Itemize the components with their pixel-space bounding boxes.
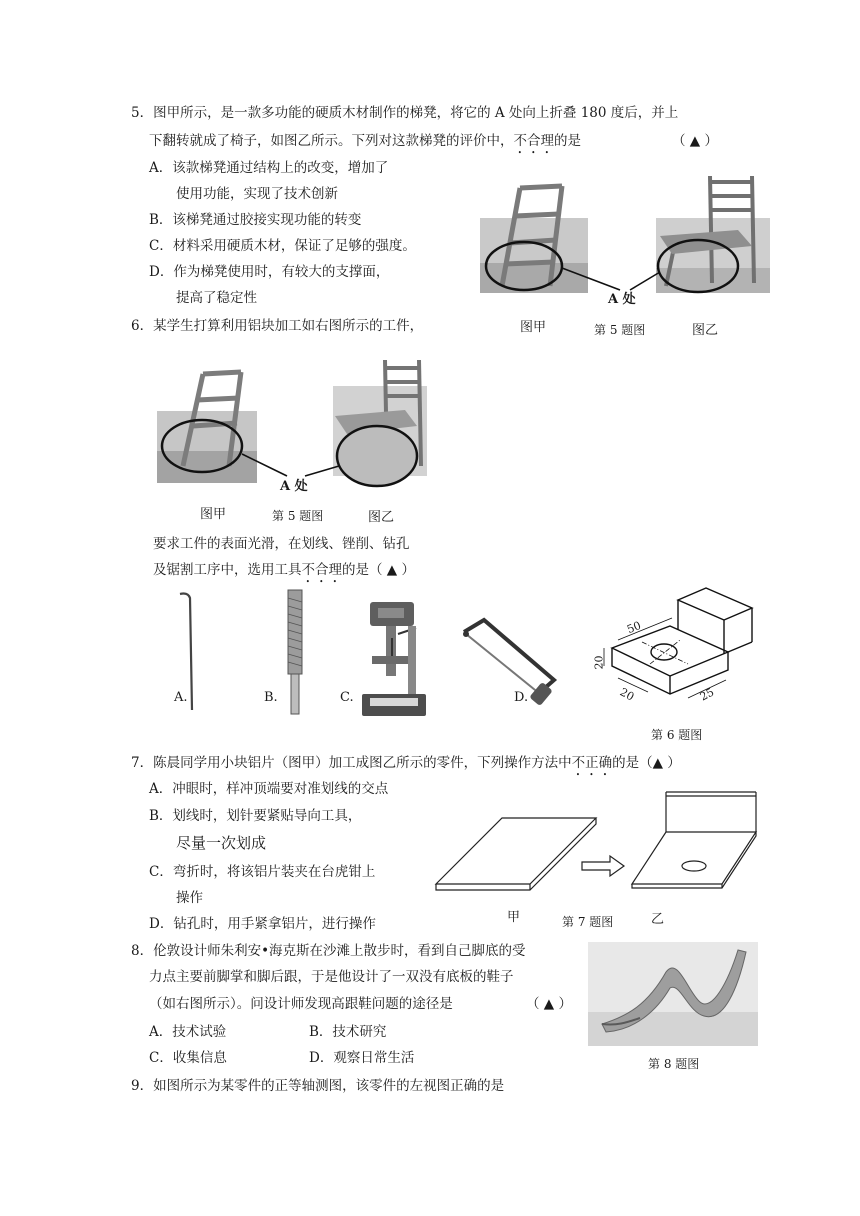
q7-figure-caption: 第 7 题图 xyxy=(562,915,614,929)
q8-figure-caption: 第 8 题图 xyxy=(648,1057,700,1071)
q6-dimension-50: 50 xyxy=(625,618,643,637)
q9-stem-line1: 9．如图所示为某零件的正等轴测图，该零件的左视图正确的是 xyxy=(131,1078,505,1094)
q5-option-c: C．材料采用硬质木材，保证了足够的强度。 xyxy=(149,238,416,254)
q7-option-c-line1: C．弯折时，将该铝片装夹在台虎钳上 xyxy=(149,864,376,880)
q6-emphasis: 不合理 xyxy=(301,562,342,578)
q6-figure-caption: 第 6 题图 xyxy=(651,728,703,742)
q7-stem-line1: 7．陈晨同学用小块铝片（图甲）加工成图乙所示的零件，下列操作方法中不正确的是（▲ ） xyxy=(131,755,681,771)
q6-dimension-20-vertical: 20 xyxy=(592,655,606,670)
q5-option-d-line1: D．作为梯凳使用时，有较大的支撑面， xyxy=(149,264,390,280)
q8-option-b: B．技术研究 xyxy=(309,1024,387,1040)
q7-emphasis: 不正确 xyxy=(571,755,613,771)
q6-dimension-25: 25 xyxy=(697,685,717,704)
hacksaw-svg xyxy=(454,614,566,706)
q7-figure xyxy=(430,788,770,900)
q6-stem-line3: 及锯割工序中，选用工具不合理的是（ ▲ ） xyxy=(153,562,415,578)
q8-option-c: C．收集信息 xyxy=(149,1050,227,1066)
q6-option-b: B. xyxy=(264,690,278,705)
q8-shoe-svg xyxy=(588,942,758,1046)
drill-press-svg xyxy=(356,598,432,720)
file-tool-image xyxy=(282,586,308,718)
q6-repeat-label-jia: 图甲 xyxy=(200,507,227,522)
q8-stem-line3: （如右图所示）。问设计师发现高跟鞋问题的途径是 xyxy=(149,996,453,1012)
q7-option-c-line2: 操作 xyxy=(176,890,203,906)
q5-option-d-line2: 提高了稳定性 xyxy=(176,290,257,306)
q7-label-jia: 甲 xyxy=(507,910,521,925)
q7-option-b-line2: 尽量一次划成 xyxy=(176,834,267,852)
q6-option-c: C. xyxy=(340,690,354,705)
q5-option-a-line2: 使用功能，实现了技术创新 xyxy=(176,186,338,202)
q5-label-yi: 图乙 xyxy=(692,323,719,338)
q8-stem-line2: 力点主要前脚掌和脚后跟，于是他设计了一双没有底板的鞋子 xyxy=(149,969,514,985)
q8-option-d: D．观察日常生活 xyxy=(309,1050,415,1066)
hacksaw-image xyxy=(454,614,566,706)
q8-answer-blank: （ ▲ ） xyxy=(526,996,572,1012)
q5-figure-caption: 第 5 题图 xyxy=(594,323,646,337)
q6-repeat-caption: 第 5 题图 xyxy=(272,509,324,523)
q5-label-jia: 图甲 xyxy=(520,320,547,335)
q5-emphasis: 不合理 xyxy=(513,133,554,149)
q6-option-a: A. xyxy=(174,690,188,705)
q7-option-b-line1: B．划线时，划针要紧贴导向工具， xyxy=(149,808,362,824)
q6-option-d: D. xyxy=(514,690,529,705)
q6-dimension-20-lower: 20 xyxy=(617,685,637,704)
q6-stem-line1: 6．某学生打算利用铝块加工如右图所示的工件， xyxy=(131,318,424,334)
q5-label-a: A 处 xyxy=(608,292,636,307)
q5-answer-blank: （ ▲ ） xyxy=(672,133,718,149)
q7-option-d: D．钻孔时，用手紧拿铝片，进行操作 xyxy=(149,916,376,932)
q5-option-b: B．该梯凳通过胶接实现功能的转变 xyxy=(149,212,362,228)
q8-stem-line1: 8．伦敦设计师朱利安•海克斯在沙滩上散步时，看到自己脚底的受 xyxy=(131,943,526,959)
q6-repeat-label-yi: 图乙 xyxy=(368,510,395,525)
q6-repeat-label-a: A 处 xyxy=(280,479,308,494)
file-svg xyxy=(282,586,308,718)
q7-figure-svg xyxy=(430,788,770,900)
q5-stem-line1: 5．图甲所示，是一款多功能的硬质木材制作的梯凳，将它的 A 处向上折叠 180 度后，并上 xyxy=(131,105,679,121)
q7-label-yi: 乙 xyxy=(651,912,665,927)
q6-stem-line2: 要求工件的表面光滑，在划线、锉削、钻孔 xyxy=(153,536,410,552)
q5-option-a-line1: A．该款梯凳通过结构上的改变，增加了 xyxy=(149,160,389,176)
q7-option-a: A．冲眼时，样冲顶端要对准划线的交点 xyxy=(149,781,389,797)
q8-shoe-figure xyxy=(588,942,758,1046)
drill-press-image xyxy=(356,598,432,720)
q8-option-a: A．技术试验 xyxy=(149,1024,227,1040)
q5-stem-line2: 下翻转就成了椅子，如图乙所示。下列对这款梯凳的评价中，不合理的是 xyxy=(149,133,581,149)
